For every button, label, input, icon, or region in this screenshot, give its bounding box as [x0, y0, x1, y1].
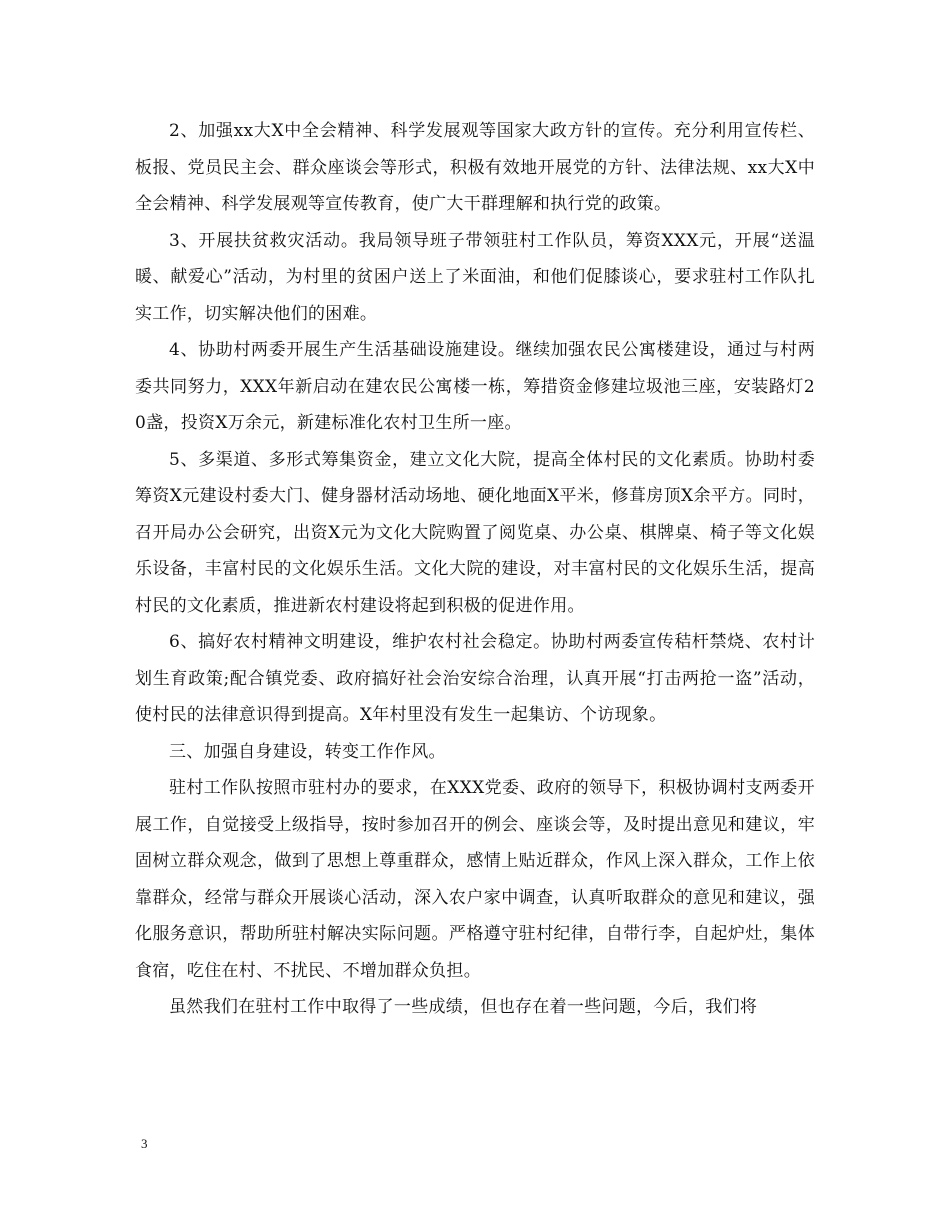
- paragraph-item-4: 4、协助村两委开展生产生活基础设施建设。继续加强农民公寓楼建设，通过与村两委共同努力，XXX年新启动在建农民公寓楼一栋，筹措资金修建垃圾池三座，安装路灯20盏，投资X万余元，新建标准化农村卫生所一座。: [135, 340, 815, 433]
- paragraph-item-6: 6、搞好农村精神文明建设，维护农村社会稳定。协助村两委宣传秸杆禁烧、农村计划生育政策;配合镇党委、政府搞好社会治安综合治理，认真开展“打击两抢一盗”活动，使村民的法律意识得到提高。X年村里没有发生一起集访、个访现象。: [135, 632, 815, 725]
- paragraph-item-3: 3、开展扶贫救灾活动。我局领导班子带领驻村工作队员，筹资XXX元，开展“送温暖、献爱心”活动，为村里的贫困户送上了米面油，和他们促膝谈心，要求驻村工作队扎实工作，切实解决他们的困难。: [135, 230, 815, 324]
- paragraph-item-5: 5、多渠道、多形式筹集资金，建立文化大院，提高全体村民的文化素质。协助村委筹资X元建设村委大门、健身器材活动场地、硬化地面X平米，修葺房顶X余平方。同时，召开局办公会研究，出资X元为文化大院购置了阅览桌、办公桌、棋牌桌、椅子等文化娱乐设备，丰富村民的文化娱乐生活。文化大院的建设，对丰富村民的文化娱乐生活，提高村民的文化素质，推进新农村建设将起到积极的促进作用。: [135, 449, 815, 616]
- paragraph-work-team: 驻村工作队按照市驻村办的要求，在XXX党委、政府的领导下，积极协调村支两委开展工作，自觉接受上级指导，按时参加召开的例会、座谈会等，及时提出意见和建议，牢固树立群众观念，做到了思想上尊重群众，感情上贴近群众，作风上深入群众，工作上依靠群众，经常与群众开展谈心活动，深入农户家中调查，认真听取群众的意见和建议，强化服务意识，帮助所驻村解决实际问题。严格遵守驻村纪律，自带行李，自起炉灶，集体食宿，吃住在村、不扰民、不增加群众负担。: [135, 778, 815, 981]
- page-number: 3: [141, 1136, 148, 1151]
- paragraph-item-2: 2、加强xx大X中全会精神、科学发展观等国家大政方针的宣传。充分利用宣传栏、板报、党员民主会、群众座谈会等形式，积极有效地开展党的方针、法律法规、xx大X中全会精神、科学发展观等宣传教育，使广大干群理解和执行党的政策。: [135, 121, 815, 214]
- document-body: [135, 113, 815, 1026]
- paragraph-closing: 虽然我们在驻村工作中取得了一些成绩，但也存在着一些问题，今后，我们将: [169, 997, 758, 1017]
- section-heading-three: 三、加强自身建设，转变工作作风。: [169, 741, 446, 762]
